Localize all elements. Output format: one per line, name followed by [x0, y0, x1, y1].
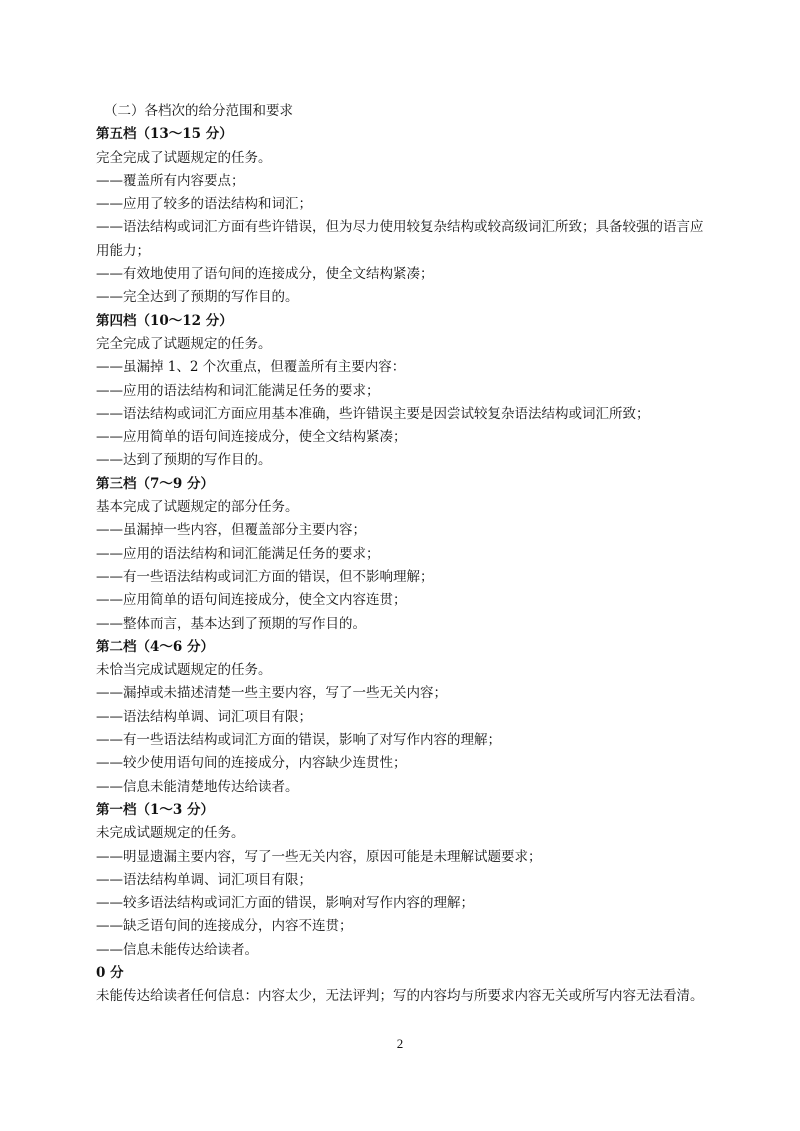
criteria-item: ——应用的语法结构和词汇能满足任务的要求； [96, 545, 380, 562]
criteria-item: ——应用简单的语句间连接成分，使全文内容连贯； [96, 592, 407, 609]
level-heading: 第五档（13～15 分） [96, 126, 233, 143]
criteria-item: ——有效地使用了语句间的连接成分，使全文结构紧凑； [96, 266, 434, 283]
criteria-item: ——应用的语法结构和词汇能满足任务的要求； [96, 382, 380, 399]
level-heading: 第四档（10～12 分） [96, 312, 233, 329]
criteria-item: ——覆盖所有内容要点； [96, 172, 245, 189]
level-heading: 第二档（4～6 分） [96, 638, 214, 655]
level-block-2 [96, 636, 716, 799]
page-number: 2 [396, 1036, 404, 1051]
level-block-0 [96, 962, 716, 1009]
level-heading: 0 分 [96, 964, 124, 981]
criteria-item: ——信息未能传达给读者。 [96, 941, 258, 958]
criteria-item: ——有一些语法结构或词汇方面的错误，影响了对写作内容的理解； [96, 732, 501, 749]
criteria-item: ——语法结构或词汇方面应用基本准确，些许错误主要是因尝试较复杂语法结构或词汇所致； [96, 405, 650, 422]
level-block-3 [96, 473, 716, 636]
criteria-item: ——应用简单的语句间连接成分，使全文结构紧凑； [96, 429, 407, 446]
level-heading: 第三档（7～9 分） [96, 475, 214, 492]
criteria-item: ——语法结构单调、词汇项目有限； [96, 871, 312, 888]
level-summary: 未恰当完成试题规定的任务。 [96, 662, 272, 679]
criteria-item: ——虽漏掉一些内容，但覆盖部分主要内容； [96, 522, 366, 539]
level-block-5 [96, 123, 716, 309]
criteria-item: ——漏掉或未描述清楚一些主要内容，写了一些无关内容； [96, 685, 447, 702]
document-page [96, 100, 716, 1009]
criteria-item: ——信息未能清楚地传达给读者。 [96, 778, 299, 795]
level-summary: 未能传达给读者任何信息：内容太少，无法评判；写的内容均与所要求内容无关或所写内容无法看清。 [96, 988, 704, 1005]
criteria-item: ——有一些语法结构或词汇方面的错误，但不影响理解； [96, 568, 434, 585]
level-heading: 第一档（1～3 分） [96, 801, 214, 818]
criteria-item: ——完全达到了预期的写作目的。 [96, 289, 299, 306]
level-block-4 [96, 310, 716, 473]
criteria-item: ——虽漏掉 1、2 个次重点，但覆盖所有主要内容： [96, 359, 406, 376]
level-summary: 完全完成了试题规定的任务。 [96, 149, 272, 166]
section-title: （二）各档次的给分范围和要求 [104, 103, 293, 119]
criteria-item: ——明显遗漏主要内容，写了一些无关内容，原因可能是未理解试题要求； [96, 848, 542, 865]
criteria-item: ——语法结构单调、词汇项目有限； [96, 708, 312, 725]
level-summary: 未完成试题规定的任务。 [96, 825, 245, 842]
level-summary: 基本完成了试题规定的部分任务。 [96, 499, 299, 516]
criteria-item: ——缺乏语句间的连接成分，内容不连贯； [96, 918, 353, 935]
criteria-item: ——达到了预期的写作目的。 [96, 452, 272, 469]
criteria-item: ——较多语法结构或词汇方面的错误，影响对写作内容的理解； [96, 895, 474, 912]
level-block-1 [96, 799, 716, 962]
criteria-item: ——语法结构或词汇方面有些许错误，但为尽力使用较复杂结构或较高级词汇所致；具备较强的语言应用能力； [96, 219, 704, 259]
criteria-item: ——较少使用语句间的连接成分，内容缺少连贯性； [96, 755, 407, 772]
criteria-item: ——应用了较多的语法结构和词汇； [96, 196, 312, 213]
criteria-item: ——整体而言，基本达到了预期的写作目的。 [96, 615, 366, 632]
level-summary: 完全完成了试题规定的任务。 [96, 335, 272, 352]
